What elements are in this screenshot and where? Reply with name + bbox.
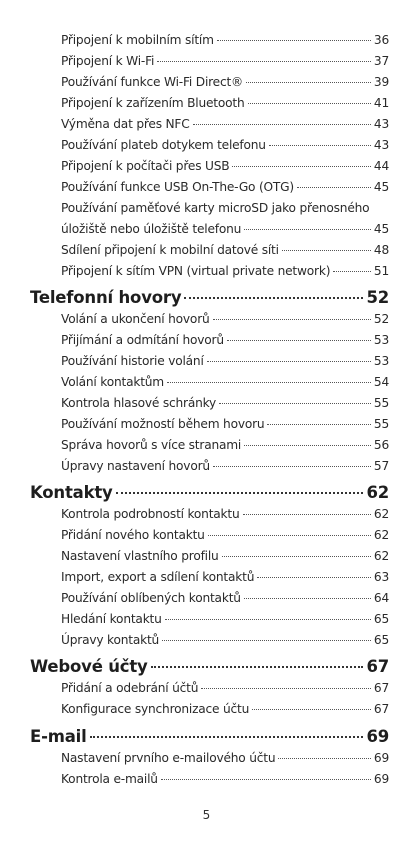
toc-entry-page: 69 xyxy=(373,772,389,786)
dot-leader xyxy=(184,297,363,299)
toc-entry-title: Hledání kontaktu xyxy=(61,612,162,626)
toc-entry-title: Nastavení vlastního profilu xyxy=(61,549,219,563)
dot-leader xyxy=(297,187,371,188)
dot-leader xyxy=(243,514,371,515)
toc-section-heading[interactable] xyxy=(30,727,389,746)
toc-entry-title: Sdílení připojení k mobilní datové síti xyxy=(61,243,279,257)
toc-entry-page: 56 xyxy=(373,438,389,452)
toc-entry-title: Úpravy kontaktů xyxy=(61,633,160,647)
dot-leader xyxy=(227,340,371,341)
toc-entry[interactable] xyxy=(61,75,389,89)
toc-entry[interactable] xyxy=(61,117,389,131)
toc-entry-title-line2: úložiště nebo úložiště telefonu xyxy=(61,222,242,236)
toc-entry-title: Nastavení prvního e-mailového účtu xyxy=(61,751,276,765)
toc-entry[interactable] xyxy=(61,459,389,473)
toc-entry-page: 57 xyxy=(373,459,389,473)
toc-entry-page: 69 xyxy=(373,751,389,765)
toc-entry-page: 54 xyxy=(373,375,389,389)
toc-entry[interactable] xyxy=(61,375,389,389)
toc-entry-title: Používání historie volání xyxy=(61,354,204,368)
toc-entry-page: 48 xyxy=(373,243,389,257)
dot-leader xyxy=(278,758,371,759)
toc-entry-page: 44 xyxy=(373,159,389,173)
toc-entry-title: Používání plateb dotykem telefonu xyxy=(61,138,266,152)
toc-entry[interactable] xyxy=(61,333,389,347)
toc-entry-page: 41 xyxy=(373,96,389,110)
toc-entry-wrapped[interactable] xyxy=(61,198,389,240)
toc-section-heading[interactable] xyxy=(30,483,389,502)
toc-entry-title: Přijímání a odmítání hovorů xyxy=(61,333,224,347)
toc-entry[interactable] xyxy=(61,591,389,605)
toc-entry-page: 52 xyxy=(373,312,389,326)
toc-entry-title: Kontrola hlasové schránky xyxy=(61,396,217,410)
toc-entry[interactable] xyxy=(61,354,389,368)
dot-leader xyxy=(217,40,371,41)
section-page: 69 xyxy=(366,727,389,746)
toc-entry-title: Volání a ukončení hovorů xyxy=(61,312,210,326)
dot-leader xyxy=(162,640,371,641)
dot-leader xyxy=(333,271,371,272)
toc-entry-title: Připojení k mobilním sítím xyxy=(61,33,214,47)
toc-entry[interactable] xyxy=(61,138,389,152)
toc-entry-title: Volání kontaktům xyxy=(61,375,164,389)
toc-entry-page: 39 xyxy=(373,75,389,89)
toc-entry-title: Kontrola podrobností kontaktu xyxy=(61,507,240,521)
toc-entry-page: 45 xyxy=(373,180,389,194)
toc-entry[interactable] xyxy=(61,417,389,431)
section-title: Telefonní hovory xyxy=(30,288,182,307)
dot-leader xyxy=(193,124,371,125)
toc-entry[interactable] xyxy=(61,54,389,68)
toc-entry[interactable] xyxy=(61,396,389,410)
section-title: E-mail xyxy=(30,727,87,746)
dot-leader xyxy=(246,82,371,83)
toc-entry[interactable] xyxy=(61,751,389,765)
dot-leader xyxy=(257,577,371,578)
dot-leader xyxy=(269,145,371,146)
toc-entry-title: Přidání nového kontaktu xyxy=(61,528,205,542)
toc-entry[interactable] xyxy=(61,570,389,584)
toc-entry[interactable] xyxy=(61,243,389,257)
toc-entry[interactable] xyxy=(61,180,389,194)
toc-entry-title: Používání funkce Wi-Fi Direct® xyxy=(61,75,244,89)
toc-entry-page: 53 xyxy=(373,333,389,347)
toc-entry-page: 63 xyxy=(373,570,389,584)
dot-leader xyxy=(151,666,364,668)
toc-entry[interactable] xyxy=(61,312,389,326)
toc-entry-page: 55 xyxy=(373,396,389,410)
dot-leader xyxy=(213,319,371,320)
dot-leader xyxy=(157,61,371,62)
toc-entry-page: 55 xyxy=(373,417,389,431)
toc-entry-page: 62 xyxy=(373,507,389,521)
toc-entry[interactable] xyxy=(61,159,389,173)
toc-entry-page: 62 xyxy=(373,549,389,563)
toc-entry[interactable] xyxy=(61,549,389,563)
dot-leader xyxy=(219,403,371,404)
dot-leader xyxy=(213,466,371,467)
toc-entry-title: Přidání a odebrání účtů xyxy=(61,681,199,695)
toc-entry-title: Používání oblíbených kontaktů xyxy=(61,591,241,605)
toc-entry-page: 43 xyxy=(373,117,389,131)
dot-leader xyxy=(267,424,370,425)
toc-entry-page: 67 xyxy=(373,702,389,716)
toc-entry-title-line1: Používání paměťové karty microSD jako přenosného xyxy=(61,201,370,215)
dot-leader xyxy=(232,166,370,167)
toc-entry[interactable] xyxy=(61,438,389,452)
toc-entry-title: Připojení k sítím VPN (virtual private network) xyxy=(61,264,331,278)
toc-entry-page: 53 xyxy=(373,354,389,368)
toc-entry-title: Výměna dat přes NFC xyxy=(61,117,190,131)
toc-entry-title: Správa hovorů s více stranami xyxy=(61,438,242,452)
toc-entry-page: 67 xyxy=(373,681,389,695)
dot-leader xyxy=(244,229,371,230)
toc-entry[interactable] xyxy=(61,702,389,716)
dot-leader xyxy=(244,445,371,446)
toc-entry-title: Úpravy nastavení hovorů xyxy=(61,459,210,473)
dot-leader xyxy=(161,779,371,780)
toc-entry[interactable] xyxy=(61,772,389,786)
toc-entry-title: Import, export a sdílení kontaktů xyxy=(61,570,255,584)
toc-entry-page: 43 xyxy=(373,138,389,152)
section-page: 62 xyxy=(366,483,389,502)
page-number: 5 xyxy=(202,808,211,822)
toc-entry[interactable] xyxy=(61,96,389,110)
toc-entry-page: 62 xyxy=(373,528,389,542)
dot-leader xyxy=(167,382,371,383)
section-title: Webové účty xyxy=(30,657,148,676)
toc-entry-title: Používání možností během hovoru xyxy=(61,417,265,431)
toc-entry[interactable] xyxy=(61,681,389,695)
toc-entry-page: 65 xyxy=(373,612,389,626)
toc-entry-title: Kontrola e-mailů xyxy=(61,772,158,786)
section-page: 67 xyxy=(366,657,389,676)
section-title: Kontakty xyxy=(30,483,113,502)
toc-entry[interactable] xyxy=(61,33,389,47)
toc-entry-title: Používání funkce USB On-The-Go (OTG) xyxy=(61,180,294,194)
toc-entry-page: 36 xyxy=(373,33,389,47)
dot-leader xyxy=(116,492,364,494)
dot-leader xyxy=(165,619,371,620)
toc-entry-page: 64 xyxy=(373,591,389,605)
dot-leader xyxy=(244,598,371,599)
toc-entry-title: Připojení k Wi-Fi xyxy=(61,54,155,68)
toc-entry-title: Připojení k počítači přes USB xyxy=(61,159,230,173)
dot-leader xyxy=(207,361,371,362)
toc-entry[interactable] xyxy=(61,528,389,542)
dot-leader xyxy=(222,556,371,557)
toc-entry-page: 51 xyxy=(373,264,389,278)
toc-entry[interactable] xyxy=(61,264,389,278)
dot-leader xyxy=(248,103,371,104)
section-page: 52 xyxy=(366,288,389,307)
dot-leader xyxy=(208,535,371,536)
toc-entry-page: 65 xyxy=(373,633,389,647)
toc-entry[interactable] xyxy=(61,633,389,647)
toc-entry[interactable] xyxy=(61,612,389,626)
toc-entry[interactable] xyxy=(61,507,389,521)
dot-leader xyxy=(90,736,364,738)
toc-entry-page: 45 xyxy=(373,222,389,236)
toc-entry-title: Konfigurace synchronizace účtu xyxy=(61,702,250,716)
dot-leader xyxy=(201,688,371,689)
dot-leader xyxy=(252,709,371,710)
dot-leader xyxy=(282,250,371,251)
toc-entry-title: Připojení k zařízením Bluetooth xyxy=(61,96,245,110)
toc-section-heading[interactable] xyxy=(30,657,389,676)
toc-entry-page: 37 xyxy=(373,54,389,68)
toc-section-heading[interactable] xyxy=(30,288,389,307)
